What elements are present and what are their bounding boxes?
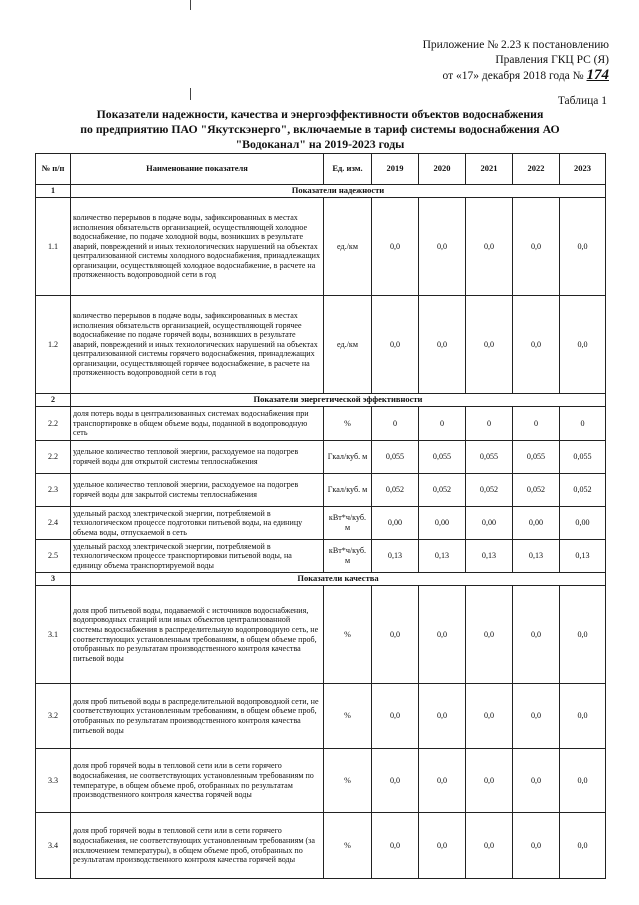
value-cell: 0,0 <box>513 813 560 879</box>
value-cell: 0,13 <box>372 540 419 573</box>
row-number: 1 <box>36 185 71 198</box>
unit-cell: % <box>324 684 372 749</box>
unit-cell: % <box>324 586 372 684</box>
row-number: 2.5 <box>36 540 71 573</box>
value-cell: 0,0 <box>560 684 606 749</box>
value-cell: 0,055 <box>560 441 606 474</box>
unit-cell: % <box>324 749 372 813</box>
row-number: 2.2 <box>36 407 71 441</box>
section-row <box>36 185 606 198</box>
value-cell: 0,055 <box>372 441 419 474</box>
row-number: 3.4 <box>36 813 71 879</box>
unit-cell: Гкал/куб. м <box>324 441 372 474</box>
value-cell: 0,13 <box>466 540 513 573</box>
title-line: "Водоканал" на 2019-2023 годы <box>235 137 405 151</box>
appendix-line: Правления ГКЦ РС (Я) <box>495 54 609 66</box>
value-cell: 0,0 <box>560 749 606 813</box>
value-cell: 0 <box>372 407 419 441</box>
unit-cell: % <box>324 813 372 879</box>
scan-mark <box>190 88 191 100</box>
row-number: 2.2 <box>36 441 71 474</box>
section-title: Показатели надежности <box>71 185 606 198</box>
table-header-row <box>36 154 606 185</box>
value-cell: 0,00 <box>466 507 513 540</box>
value-cell: 0 <box>560 407 606 441</box>
table-row <box>36 684 606 749</box>
appendix-header <box>423 38 609 84</box>
row-number: 3 <box>36 573 71 586</box>
row-number: 1.2 <box>36 296 71 394</box>
value-cell: 0,055 <box>419 441 466 474</box>
title-line: Показатели надежности, качества и энергоэффективности объектов водоснабжения <box>96 107 544 121</box>
value-cell: 0,0 <box>466 813 513 879</box>
indicator-name: доля проб питьевой воды в распределительной водопроводной сети, не соответствующих установленным требованиям, в общем объеме проб, отобранных по результатам производственного контроля качества питьевой воды <box>71 684 324 749</box>
row-number: 2.4 <box>36 507 71 540</box>
value-cell: 0,0 <box>372 684 419 749</box>
doc-number: 174 <box>586 67 609 83</box>
value-cell: 0,00 <box>560 507 606 540</box>
indicator-name: доля проб питьевой воды, подаваемой с источников водоснабжения, водопроводных станций или иных объектов централизованной системы водоснабжения в распределительную водопроводную сеть, не соответствующих установленным требованиям, в общем объеме проб, отобранных по результатам производственного контроля качества питьевой воды <box>71 586 324 684</box>
value-cell: 0,0 <box>419 198 466 296</box>
table-row <box>36 813 606 879</box>
value-cell: 0,0 <box>419 586 466 684</box>
indicator-name: доля проб горячей воды в тепловой сети или в сети горячего водоснабжения, не соответствующих установленным требованиям (за исключением температуры), в общем объеме проб, отобранных по результатам производственного контроля качества горячей воды <box>71 813 324 879</box>
value-cell: 0,055 <box>466 441 513 474</box>
indicator-name: доля потерь воды в централизованных системах водоснабжения при транспортировке в общем объеме воды, поданной в водопроводную сеть <box>71 407 324 441</box>
value-cell: 0,0 <box>466 684 513 749</box>
table-row <box>36 198 606 296</box>
value-cell: 0,0 <box>372 586 419 684</box>
value-cell: 0,00 <box>513 507 560 540</box>
value-cell: 0,0 <box>466 749 513 813</box>
section-row <box>36 394 606 407</box>
value-cell: 0,13 <box>560 540 606 573</box>
row-number: 3.2 <box>36 684 71 749</box>
value-cell: 0,0 <box>513 684 560 749</box>
unit-cell: кВт*ч/куб. м <box>324 540 372 573</box>
header-num: № п/п <box>36 154 71 185</box>
value-cell: 0,0 <box>419 296 466 394</box>
value-cell: 0 <box>513 407 560 441</box>
value-cell: 0,0 <box>513 198 560 296</box>
unit-cell: ед./км <box>324 296 372 394</box>
value-cell: 0,13 <box>513 540 560 573</box>
value-cell: 0,052 <box>419 474 466 507</box>
table-row <box>36 407 606 441</box>
indicator-name: удельное количество тепловой энергии, расходуемое на подогрев горячей воды для закрытой системы теплоснабжения <box>71 474 324 507</box>
indicator-name: количество перерывов в подаче воды, зафиксированных в местах исполнения обязательств организацией, осуществляющей холодное водоснабжение, по подаче холодной воды, возникших в результате аварий, повреждений и иных технологических нарушений на объектах централизованной системы холодного водоснабжения, принадлежащих организации, осуществляющей холодное водоснабжение, в расчете на протяженность водопроводной сети в год <box>71 198 324 296</box>
indicator-name: удельный расход электрической энергии, потребляемой в технологическом процессе подготовки питьевой воды, на единицу объема воды, отпускаемой в сеть <box>71 507 324 540</box>
header-year: 2022 <box>513 154 560 185</box>
header-year: 2019 <box>372 154 419 185</box>
value-cell: 0,055 <box>513 441 560 474</box>
appendix-date-line <box>423 68 609 84</box>
scan-mark <box>190 0 191 10</box>
value-cell: 0,13 <box>419 540 466 573</box>
value-cell: 0,0 <box>372 296 419 394</box>
indicator-name: количество перерывов в подаче воды, зафиксированных в местах исполнения обязательств организацией, осуществляющей горячее водоснабжение по подаче горячей воды, возникших в результате аварий, повреждений и иных технологических нарушений на объектах централизованной системы горячего водоснабжения, принадлежащих организации, осуществляющей горячее водоснабжение, в расчете на протяженность водопроводной сети в год <box>71 296 324 394</box>
unit-cell: Гкал/куб. м <box>324 474 372 507</box>
appendix-line: Приложение № 2.23 к постановлению <box>422 39 609 51</box>
value-cell: 0,0 <box>372 749 419 813</box>
value-cell: 0,052 <box>560 474 606 507</box>
unit-cell: кВт*ч/куб. м <box>324 507 372 540</box>
value-cell: 0,052 <box>513 474 560 507</box>
value-cell: 0,0 <box>466 586 513 684</box>
value-cell: 0,0 <box>466 296 513 394</box>
table-body <box>36 185 606 879</box>
table-row <box>36 296 606 394</box>
header-unit: Ед. изм. <box>324 154 372 185</box>
table-row <box>36 586 606 684</box>
value-cell: 0,00 <box>419 507 466 540</box>
section-row <box>36 573 606 586</box>
value-cell: 0,0 <box>466 198 513 296</box>
value-cell: 0 <box>419 407 466 441</box>
table-row <box>36 474 606 507</box>
header-year: 2023 <box>560 154 606 185</box>
row-number: 3.1 <box>36 586 71 684</box>
row-number: 1.1 <box>36 198 71 296</box>
value-cell: 0,052 <box>372 474 419 507</box>
table-row <box>36 507 606 540</box>
title-line: по предприятию ПАО "Якутскэнерго", включаемые в тариф системы водоснабжения АО <box>80 122 560 136</box>
row-number: 2 <box>36 394 71 407</box>
value-cell: 0,0 <box>419 684 466 749</box>
document-title <box>36 107 604 152</box>
table-row <box>36 749 606 813</box>
indicator-name: доля проб горячей воды в тепловой сети или в сети горячего водоснабжения, не соответствующих установленным требованиям по температуре, в общем объеме проб, отобранных по результатам производственного контроля качества горячей воды <box>71 749 324 813</box>
value-cell: 0 <box>466 407 513 441</box>
value-cell: 0,0 <box>560 813 606 879</box>
value-cell: 0,052 <box>466 474 513 507</box>
value-cell: 0,00 <box>372 507 419 540</box>
header-year: 2021 <box>466 154 513 185</box>
value-cell: 0,0 <box>560 586 606 684</box>
indicator-name: удельный расход электрической энергии, потребляемой в технологическом процессе транспортировки питьевой воды, на единицу объема транспортируемой воды <box>71 540 324 573</box>
value-cell: 0,0 <box>513 586 560 684</box>
value-cell: 0,0 <box>560 198 606 296</box>
value-cell: 0,0 <box>419 749 466 813</box>
table-row <box>36 441 606 474</box>
value-cell: 0,0 <box>372 198 419 296</box>
unit-cell: % <box>324 407 372 441</box>
value-cell: 0,0 <box>513 296 560 394</box>
unit-cell: ед./км <box>324 198 372 296</box>
table-row <box>36 540 606 573</box>
table-label: Таблица 1 <box>557 95 607 107</box>
value-cell: 0,0 <box>372 813 419 879</box>
section-title: Показатели энергетической эффективности <box>71 394 606 407</box>
row-number: 3.3 <box>36 749 71 813</box>
value-cell: 0,0 <box>560 296 606 394</box>
indicator-name: удельное количество тепловой энергии, расходуемое на подогрев горячей воды для открытой системы теплоснабжения <box>71 441 324 474</box>
value-cell: 0,0 <box>513 749 560 813</box>
value-cell: 0,0 <box>419 813 466 879</box>
header-year: 2020 <box>419 154 466 185</box>
section-title: Показатели качества <box>71 573 606 586</box>
header-name: Наименование показателя <box>71 154 324 185</box>
row-number: 2.3 <box>36 474 71 507</box>
indicators-table <box>35 153 606 879</box>
appendix-date: от «17» декабря 2018 года № <box>442 70 584 82</box>
